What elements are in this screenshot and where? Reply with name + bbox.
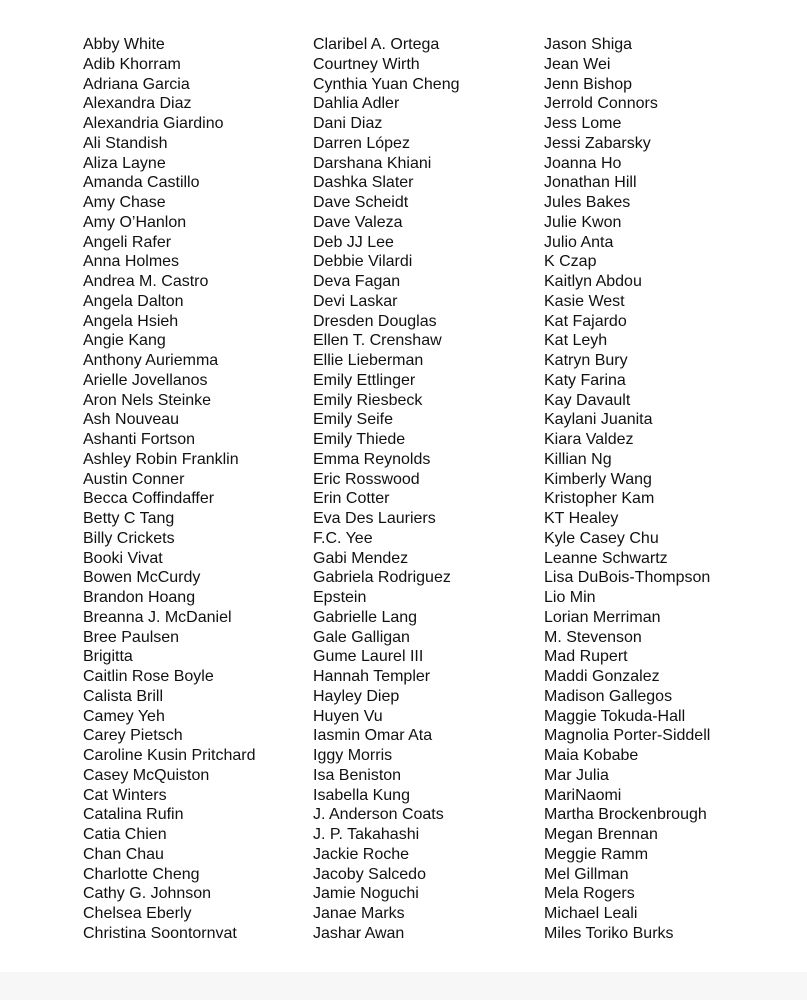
list-item: Kat Fajardo bbox=[544, 312, 627, 330]
list-item: Kristopher Kam bbox=[544, 490, 655, 508]
list-item: Arielle Jovellanos bbox=[83, 371, 208, 389]
list-item: Jerrold Connors bbox=[544, 95, 658, 113]
list-item: F.C. Yee bbox=[313, 529, 373, 547]
list-item: Adib Khorram bbox=[83, 55, 181, 73]
list-item: Lio Min bbox=[544, 589, 596, 606]
list-item: Alexandra Diaz bbox=[83, 95, 192, 113]
list-item: Bowen McCurdy bbox=[83, 569, 201, 587]
name-column-2 bbox=[313, 35, 459, 944]
list-item: Maddi Gonzalez bbox=[544, 668, 660, 685]
list-item: Aliza Layne bbox=[83, 154, 166, 172]
list-item: Jules Bakes bbox=[544, 194, 631, 211]
list-item: MariNaomi bbox=[544, 786, 622, 804]
list-item: Kaitlyn Abdou bbox=[544, 273, 642, 290]
list-item: Casey McQuiston bbox=[83, 766, 210, 784]
list-item: Killian Ng bbox=[544, 450, 612, 468]
list-item: Emily Seife bbox=[313, 411, 394, 429]
list-item: Maia Kobabe bbox=[544, 747, 639, 764]
list-item: Dave Scheidt bbox=[313, 194, 409, 211]
list-item: Julio Anta bbox=[544, 233, 614, 251]
list-item: Eric Rosswood bbox=[313, 470, 420, 488]
list-item: Breanna J. McDaniel bbox=[83, 608, 232, 626]
list-item: Isabella Kung bbox=[313, 786, 410, 804]
list-item: Iggy Morris bbox=[313, 747, 393, 764]
list-item: Kaylani Juanita bbox=[544, 411, 653, 429]
list-item: Kay Davault bbox=[544, 391, 631, 409]
list-item: Aron Nels Steinke bbox=[83, 391, 212, 409]
list-item: Charlotte Cheng bbox=[83, 865, 200, 883]
list-item: Calista Brill bbox=[83, 687, 164, 705]
list-item: Michael Leali bbox=[544, 905, 638, 922]
list-item: Janae Marks bbox=[313, 905, 405, 922]
list-item: Ali Standish bbox=[83, 134, 168, 152]
list-item: Jason Shiga bbox=[544, 36, 633, 53]
list-item: Jonathan Hill bbox=[544, 174, 637, 192]
list-item: Amy O’Hanlon bbox=[83, 213, 187, 231]
list-item: Catalina Rufin bbox=[83, 806, 184, 824]
list-item: Ash Nouveau bbox=[83, 411, 180, 429]
list-item: Emma Reynolds bbox=[313, 450, 431, 468]
list-item: Mar Julia bbox=[544, 766, 609, 784]
list-item: Erin Cotter bbox=[313, 490, 390, 508]
list-item: Katy Farina bbox=[544, 371, 626, 389]
list-item: Deb JJ Lee bbox=[313, 233, 394, 251]
list-item: Anna Holmes bbox=[83, 253, 180, 271]
list-item: Emily Riesbeck bbox=[313, 391, 423, 409]
list-item: Claribel A. Ortega bbox=[313, 36, 440, 53]
list-item: Hayley Diep bbox=[313, 687, 400, 705]
list-item: Dresden Douglas bbox=[313, 312, 437, 330]
list-item: Carey Pietsch bbox=[83, 727, 183, 745]
list-item: Joanna Ho bbox=[544, 154, 622, 172]
list-item: Jenn Bishop bbox=[544, 75, 633, 93]
list-item: Jamie Noguchi bbox=[313, 885, 419, 903]
list-item: Alexandria Giardino bbox=[83, 115, 224, 132]
list-item: Austin Conner bbox=[83, 470, 185, 488]
list-item: Epstein bbox=[313, 589, 367, 606]
list-item: J. P. Takahashi bbox=[313, 826, 420, 843]
list-item: Katryn Bury bbox=[544, 352, 628, 369]
list-item: K Czap bbox=[544, 253, 597, 271]
list-item: Angie Kang bbox=[83, 332, 166, 350]
list-item: Ashanti Fortson bbox=[83, 431, 196, 448]
list-item: Lorian Merriman bbox=[544, 608, 661, 626]
list-item: Kyle Casey Chu bbox=[544, 529, 659, 547]
list-item: Martha Brockenbrough bbox=[544, 806, 707, 824]
list-item: Amanda Castillo bbox=[83, 174, 200, 192]
list-item: Julie Kwon bbox=[544, 213, 622, 231]
list-item: Dani Diaz bbox=[313, 115, 383, 132]
list-item: Emily Ettlinger bbox=[313, 371, 416, 389]
list-item: Angela Hsieh bbox=[83, 312, 179, 330]
list-item: Darren López bbox=[313, 134, 410, 152]
list-item: Mela Rogers bbox=[544, 885, 635, 903]
list-item: Gabi Mendez bbox=[313, 549, 409, 567]
list-item: Adriana Garcia bbox=[83, 75, 190, 93]
list-item: Megan Brennan bbox=[544, 826, 658, 843]
list-item: Ashley Robin Franklin bbox=[83, 450, 239, 468]
list-item: Deva Fagan bbox=[313, 273, 401, 290]
list-item: Leanne Schwartz bbox=[544, 549, 668, 567]
list-item: Jessi Zabarsky bbox=[544, 134, 651, 152]
list-item: Cathy G. Johnson bbox=[83, 885, 212, 903]
list-item: Kiara Valdez bbox=[544, 431, 634, 448]
list-item: Caroline Kusin Pritchard bbox=[83, 747, 256, 764]
list-item: Dashka Slater bbox=[313, 174, 414, 192]
list-item: J. Anderson Coats bbox=[313, 806, 444, 824]
list-item: Magnolia Porter-Siddell bbox=[544, 727, 711, 745]
list-item: Maggie Tokuda-Hall bbox=[544, 707, 686, 725]
list-item: Brigitta bbox=[83, 648, 133, 666]
list-item: Caitlin Rose Boyle bbox=[83, 668, 214, 685]
list-item: Camey Yeh bbox=[83, 707, 165, 725]
list-item: Kat Leyh bbox=[544, 332, 608, 350]
list-item: Jashar Awan bbox=[313, 924, 405, 942]
list-item: Gabrielle Lang bbox=[313, 608, 418, 626]
list-item: Bree Paulsen bbox=[83, 628, 180, 646]
list-item: Angela Dalton bbox=[83, 292, 184, 310]
list-item: Cat Winters bbox=[83, 786, 167, 804]
list-item: Emily Thiede bbox=[313, 431, 406, 448]
list-item: Hannah Templer bbox=[313, 668, 431, 685]
list-item: Angeli Rafer bbox=[83, 233, 172, 251]
list-item: Eva Des Lauriers bbox=[313, 510, 436, 527]
list-item: Andrea M. Castro bbox=[83, 273, 209, 290]
list-item: Abby White bbox=[83, 36, 165, 53]
list-item: Ellen T. Crenshaw bbox=[313, 332, 442, 350]
name-column-1 bbox=[83, 35, 256, 944]
list-item: Debbie Vilardi bbox=[313, 253, 413, 271]
list-item: Billy Crickets bbox=[83, 529, 175, 547]
list-item: Madison Gallegos bbox=[544, 687, 673, 705]
list-item: Becca Coffindaffer bbox=[83, 490, 215, 508]
list-item: Jacoby Salcedo bbox=[313, 865, 426, 883]
list-item: Dahlia Adler bbox=[313, 95, 400, 113]
list-item: Betty C Tang bbox=[83, 510, 175, 527]
list-item: Gabriela Rodriguez bbox=[313, 569, 451, 587]
list-item: Mad Rupert bbox=[544, 648, 628, 666]
list-item: Iasmin Omar Ata bbox=[313, 727, 433, 745]
list-item: Courtney Wirth bbox=[313, 55, 420, 73]
list-item: Jean Wei bbox=[544, 55, 611, 73]
list-item: Ellie Lieberman bbox=[313, 352, 424, 369]
name-column-3 bbox=[544, 35, 710, 944]
list-item: Miles Toriko Burks bbox=[544, 924, 674, 942]
list-item: Amy Chase bbox=[83, 194, 166, 211]
list-item: Jess Lome bbox=[544, 115, 622, 132]
list-item: Meggie Ramm bbox=[544, 845, 649, 863]
list-item: Anthony Auriemma bbox=[83, 352, 219, 369]
list-item: Kasie West bbox=[544, 292, 625, 310]
list-item: Chan Chau bbox=[83, 845, 164, 863]
list-item: Lisa DuBois-Thompson bbox=[544, 569, 711, 587]
list-item: Gale Galligan bbox=[313, 628, 410, 646]
list-item: Darshana Khiani bbox=[313, 154, 432, 172]
list-item: Kimberly Wang bbox=[544, 470, 652, 488]
list-item: Brandon Hoang bbox=[83, 589, 196, 606]
list-item: Cynthia Yuan Cheng bbox=[313, 75, 460, 93]
list-item: Gume Laurel III bbox=[313, 648, 424, 666]
list-item: Christina Soontornvat bbox=[83, 924, 237, 942]
list-item: Mel Gillman bbox=[544, 865, 629, 883]
list-item: Devi Laskar bbox=[313, 292, 398, 310]
list-item: KT Healey bbox=[544, 510, 619, 527]
list-item: Dave Valeza bbox=[313, 213, 403, 231]
list-item: Booki Vivat bbox=[83, 549, 163, 567]
list-item: Catia Chien bbox=[83, 826, 167, 843]
list-item: Isa Beniston bbox=[313, 766, 402, 784]
list-item: Chelsea Eberly bbox=[83, 905, 192, 922]
list-item: Huyen Vu bbox=[313, 707, 383, 725]
list-item: M. Stevenson bbox=[544, 628, 642, 646]
list-item: Jackie Roche bbox=[313, 845, 410, 863]
